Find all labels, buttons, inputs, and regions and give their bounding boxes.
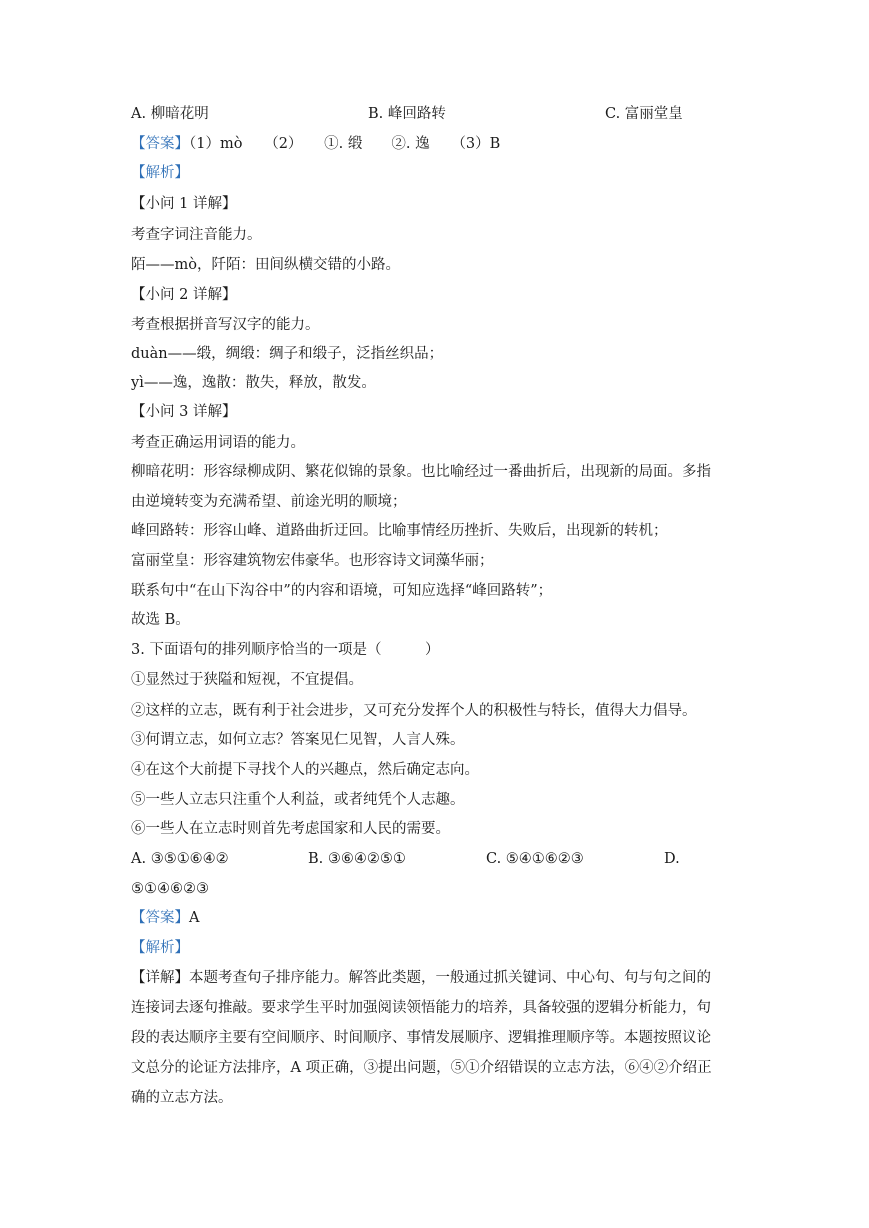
q3-detail-line: 【详解】本题考查句子排序能力。解答此类题，一般通过抓关键词、中心句、句与句之间的 [131,970,711,986]
analysis-line: duàn——缎，绸缎：绸子和缎子，泛指丝织品； [131,346,444,362]
q3-sentence: ④在这个大前提下寻找个人的兴趣点，然后确定志向。 [131,762,479,778]
analysis-line: 考查字词注音能力。 [131,227,262,243]
answer-text: A [189,910,200,926]
q3-analysis-tag: 【解析】 [131,940,189,956]
analysis-line: 【小问 3 详解】 [131,404,237,420]
analysis-line: 联系句中“在山下沟谷中”的内容和语境，可知应选择“峰回路转”； [131,583,553,599]
analysis-line: 富丽堂皇：形容建筑物宏伟豪华。也形容诗文词藻华丽； [131,553,494,569]
analysis-line: 峰回路转：形容山峰、道路曲折迂回。比喻事情经历挫折、失败后，出现新的转机； [131,523,668,539]
q3-option-d-value: ⑤①④⑥②③ [131,881,209,897]
q3-sentence: ②这样的立志，既有利于社会进步，又可充分发挥个人的积极性与特长，值得大力倡导。 [131,703,697,719]
analysis-line: yì——逸，逸散：散失，释放，散发。 [131,375,376,391]
analysis-line: 【小问 2 详解】 [131,287,237,303]
q3-sentence: ①显然过于狭隘和短视，不宜提倡。 [131,672,363,688]
option-a: A. 柳暗花明 [131,106,209,122]
analysis-line: 考查根据拼音写汉字的能力。 [131,317,320,333]
q3-option-c: C. ⑤④①⑥②③ [486,851,584,867]
q2-answer [131,134,500,154]
analysis-tag: 【解析】 [131,165,189,181]
analysis-line: 考查正确运用词语的能力。 [131,435,305,451]
answer-tag: 【答案】 [131,136,189,152]
analysis-line: 故选 B。 [131,612,190,628]
q3-option-b: B. ③⑥④②⑤① [308,851,406,867]
analysis-line: 柳暗花明：形容绿柳成阴、繁花似锦的景象。也比喻经过一番曲折后，出现新的局面。多指 [131,464,711,480]
q3-detail-line: 确的立志方法。 [131,1090,233,1106]
q3-sentence: ③何谓立志，如何立志？答案见仁见智，人言人殊。 [131,732,465,748]
analysis-line: 陌——mò，阡陌：田间纵横交错的小路。 [131,257,400,273]
q3-detail-line: 段的表达顺序主要有空间顺序、时间顺序、事情发展顺序、逻辑推理顺序等。本题按照议论 [131,1030,711,1046]
q3-stem: 3. 下面语句的排列顺序恰当的一项是（ ） [131,642,440,658]
analysis-line: 由逆境转变为充满希望、前途光明的顺境； [131,494,407,510]
q3-sentence: ⑥一些人在立志时则首先考虑国家和人民的需要。 [131,821,450,837]
q3-sentence: ⑤一些人立志只注重个人利益，或者纯凭个人志趣。 [131,792,465,808]
analysis-line: 【小问 1 详解】 [131,196,237,212]
q3-option-d: D. [664,851,680,867]
option-c: C. 富丽堂皇 [605,106,683,122]
q3-detail-line: 连接词去逐句推敲。要求学生平时加强阅读领悟能力的培养，具备较强的逻辑分析能力，句 [131,1000,711,1016]
option-b: B. 峰回路转 [368,106,446,122]
q3-option-a: A. ③⑤①⑥④② [131,851,229,867]
answer-tag: 【答案】 [131,910,189,926]
q3-answer [131,908,199,928]
answer-text: （1）mò （2） ①. 缎 ②. 逸 （3）B [189,136,501,152]
q3-detail-line: 文总分的论证方法排序，A 项正确，③提出问题，⑤①介绍错误的立志方法，⑥④②介绍正 [131,1060,712,1076]
